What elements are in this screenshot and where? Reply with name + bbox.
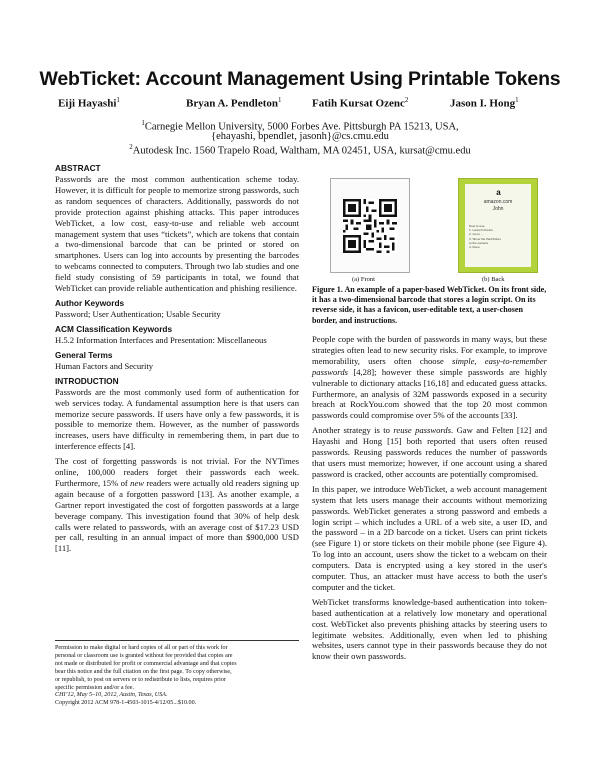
figure-caption: Figure 1. An example of a paper-based WebTicket. On its front side, it has a two-dimensional barcode that stores a login script. On its reverse side, it has a favicon, user-editable text, a user-chosen border, and instructions. [312, 285, 547, 325]
author: Eiji Hayashi$^1$ [58, 96, 120, 110]
ticket-user: John [492, 206, 504, 212]
ticket-card [465, 184, 531, 267]
acm-text: H.5.2 Information Interfaces and Presentation: Miscellaneous [55, 334, 267, 345]
affiliation: $^1$Carnegie Mellon University, 5000 Forbes Ave. Pittsburgh PA 15213, USA, [141, 119, 459, 133]
front-label: (a) Front [352, 276, 375, 283]
author: Fatih Kursat Ozenc$^2$ [312, 96, 409, 110]
back-label: (b) Back [482, 276, 505, 283]
body-paragraph: WebTicket transforms knowledge-based authentication into token-based authentication at a relatively low monetary and operational cost. WebTicket also prevents phishing attacks by steering users to legitimate websites. Additionally, even when led to phishing websites, users cannot type in their passwords because they do not know their own passwords. [312, 596, 547, 662]
qr-code-icon [343, 199, 397, 253]
keywords-text: Password; User Authentication; Usable Security [55, 308, 221, 319]
affiliation-emails: {ehayashi, bpendlet, jasonh}@cs.cmu.edu [211, 131, 389, 142]
body-paragraph: In this paper, we introduce WebTicket, a web account management system that lets users manage their accounts without memorizing passwords. WebTicket generates a strong password and embeds a login script – which includes a URL of a web site, a user ID, and the password – in a 2D barcode on a ticket. Users can print tickets (see Figure 1) or store tickets on their mobile phone (see Figure 4). To log into an account, users show the ticket to a webcam on their computers. Data is encrypted using a key stored in the user's computer. Thus, an attacker must have access to both the user's computer and the ticket. [312, 483, 547, 592]
intro-paragraph: The cost of forgetting passwords is not trivial. For the NYTimes online, 100,000 readers forget their passwords each week. Furthermore, 15% of new readers were actually old readers signing up again because of a forgotten password [13]. As another example, a Gartner report investigated the cost of forgotten passwords at a large beverage company. This investigation found that 30% of help desk calls were related to passwords, with an average cost of $17.23 USD per call, resulting in an annual impact of more than $900,000 USD [11]. [55, 456, 299, 554]
acm-heading: ACM Classification Keywords [55, 323, 173, 334]
paper-title: WebTicket: Account Management Using Printable Tokens [39, 68, 561, 90]
terms-text: Human Factors and Security [55, 360, 154, 371]
right-column [312, 334, 547, 666]
amazon-favicon-icon: a [496, 188, 501, 197]
ticket-site: amazon.com [483, 199, 513, 205]
author-list [58, 96, 560, 112]
body-paragraph: People cope with the burden of passwords in many ways, but these strategies often lead to new security risks. For example, to improve memorability, users often choose simple, easy-to-remember passwords [4,28]; however these simple passwords are highly vulnerable to dictionary attacks [16,18] and educated guess attacks. Furthermore, an analysis of 32M passwords exposed in a security breach at RockYou.com showed that the top 20 most common passwords could compromise over 5% of the accounts [33]. [312, 334, 547, 421]
abstract-text: Passwords are the most common authentication scheme today. However, it is difficult for people to memorize strong passwords, such as random sequences of characters. Additionally, passwords do not provide protection against phishing attacks. This paper introduces WebTicket, a low cost, easy-to-use and reliable web account management system that uses “tickets”, which are tokens that contain a two-dimensional barcode that can be printed or stored on smartphones. Users can log into accounts by presenting the barcodes to webcams connected to computers. Through two lab studies and one field study consisting of 59 participants in total, we found that WebTicket can provide reliable authentication and phishing resilience. [55, 174, 299, 294]
author: Jason I. Hong$^1$ [450, 96, 519, 110]
ticket-back-image [458, 178, 538, 273]
intro-paragraph: Passwords are the most commonly used form of authentication for web services today. A fundamental assumption here is that users can memorize secure passwords. If users have only a few passwords, it is possible to memorize them. However, as the number of passwords increases, users have difficulty in remembering them, in part due to interference effects [4]. [55, 386, 299, 452]
abstract-heading: ABSTRACT [55, 163, 101, 173]
author: Bryan A. Pendleton$^1$ [186, 96, 282, 110]
ticket-front-image [330, 178, 410, 273]
intro-heading: INTRODUCTION [55, 375, 119, 386]
keywords-heading: Author Keywords [55, 297, 125, 308]
permission-block: Permission to make digital or hard copies of all or part of this work for personal or classroom use is granted without fee provided that copies are not made or distributed for profit or commercial advantage and that copies bear this notice and the full citation on the first page. To copy otherwise, or republish, to post on servers or to redistribute to lists, requires prior specific permission and/or a fee. CHI’12, May 5–10, 2012, Austin, Texas, USA. Copyright 2012 ACM 978-1-4503-1015-4/12/05...$10.00. [55, 640, 299, 708]
body-paragraph: Another strategy is to reuse passwords. Gaw and Felten [12] and Hayashi and Hong [15] both reported that users often reused passwords. Reusing passwords reduces the number of passwords that users must memorize; however, if one account using a shared password is cracked, other accounts are potentially compromised. [312, 425, 548, 479]
terms-heading: General Terms [55, 349, 113, 360]
left-column [55, 160, 299, 558]
ticket-instructions: How to use 1. Launch Firefox 2. Go to ... 3. Show the WebTicket to the camera 4. Done [469, 224, 501, 250]
affiliation: $^2$Autodesk Inc. 1560 Trapelo Road, Waltham, MA 02451, USA, kursat@cmu.edu [129, 143, 471, 157]
